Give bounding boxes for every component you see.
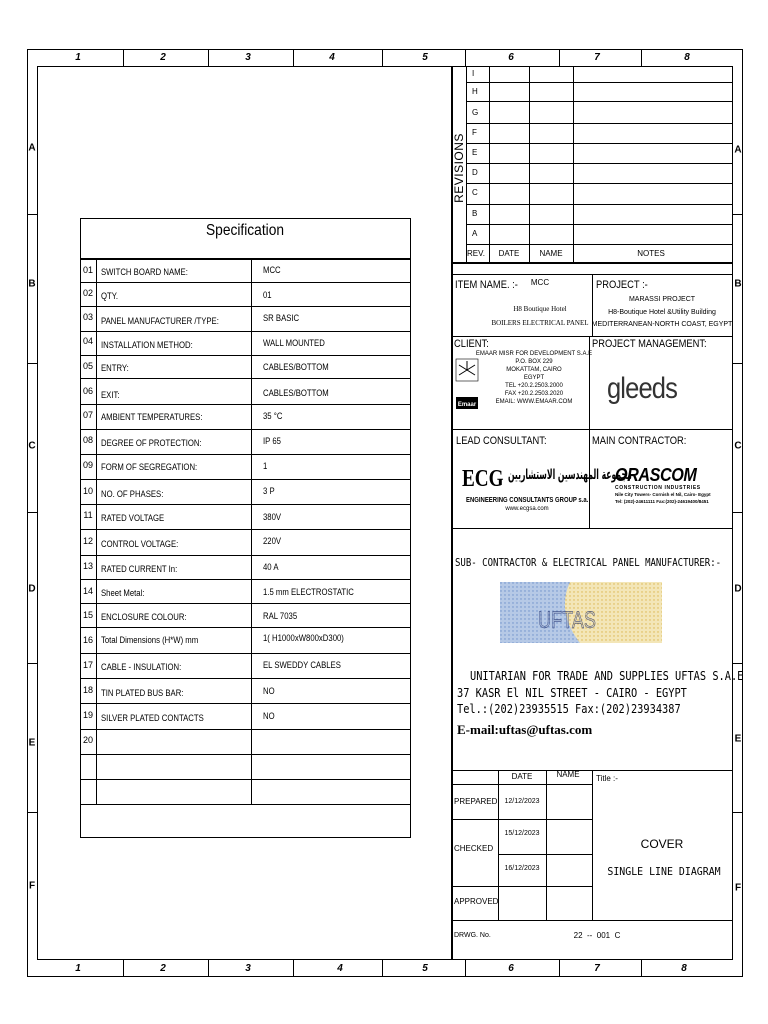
- spec-row-label: Total Dimensions (H*W) mm: [101, 635, 199, 645]
- spec-row-value: 220V: [263, 536, 282, 546]
- spec-row-number: 17: [82, 660, 94, 670]
- checked-date-1: 15/12/2023: [504, 830, 540, 837]
- client-logo-text: Emaar: [457, 402, 477, 408]
- item-line-1: H8 Boutique Hotel: [513, 305, 567, 313]
- ecg-name: ENGINEERING CONSULTANTS GROUP s.a.: [466, 497, 589, 504]
- spec-row-label: AMBIENT TEMPERATURES:: [101, 412, 203, 422]
- spec-row-number: 10: [82, 486, 94, 496]
- spec-row-label: SWITCH BOARD NAME:: [101, 267, 188, 277]
- client-address-line: EMAIL: WWW.EMAAR.COM: [495, 399, 573, 405]
- spec-row-number: 12: [82, 536, 94, 546]
- zone-col-6-top: 6: [508, 52, 514, 63]
- revision-letter: C: [472, 188, 478, 197]
- client-address-line: MOKATTAM, CAIRO: [506, 367, 562, 373]
- orascom-logo: ORASCOM: [615, 465, 697, 485]
- revision-letter: E: [472, 148, 478, 157]
- ecg-arabic-logo: مجموعة المهندسين الاستشاريين: [508, 467, 632, 483]
- spec-row-value: 380V: [263, 512, 282, 522]
- spec-row-number: 01: [82, 265, 94, 275]
- client-address-line: EMAAR MISR FOR DEVELOPMENT S.A.E: [475, 351, 593, 357]
- zone-col-8-top: 8: [684, 52, 690, 63]
- revision-header-notes: NOTES: [637, 249, 665, 258]
- zone-row-e-right: E: [734, 733, 742, 745]
- spec-row-label: INSTALLATION METHOD:: [101, 340, 193, 350]
- revision-letter: G: [472, 108, 479, 117]
- ecg-website: www.ecgsa.com: [505, 506, 549, 512]
- zone-row-a-right: A: [734, 144, 742, 156]
- zone-col-7-bottom: 7: [594, 963, 600, 974]
- project-line-3: MEDITERRANEAN-NORTH COAST, EGYPT: [591, 321, 733, 328]
- revision-letter: B: [472, 209, 478, 218]
- drawing-number: 22 -- 001 C: [573, 931, 621, 940]
- zone-row-e-left: E: [28, 737, 36, 749]
- zone-col-1-bottom: 1: [75, 963, 81, 974]
- drawing-title-line-2: SINGLE LINE DIAGRAM: [607, 865, 721, 878]
- revision-header-date: DATE: [498, 249, 520, 258]
- revisions-title: REVISIONS: [452, 133, 466, 203]
- spec-row-label: SILVER PLATED CONTACTS: [101, 713, 204, 723]
- uftas-email: E-mail:uftas@uftas.com: [457, 722, 593, 737]
- title-label: Title :-: [596, 774, 618, 783]
- project-line-1: MARASSI PROJECT: [628, 296, 696, 303]
- spec-row-value: 40 A: [263, 562, 279, 572]
- project-line-2: H8-Boutique Hotel &Utility Building: [608, 309, 716, 316]
- zone-row-f-left: F: [28, 880, 36, 892]
- ecg-logo: ECG: [462, 466, 504, 492]
- uftas-logo: [500, 582, 662, 643]
- lead-consultant-label: LEAD CONSULTANT:: [456, 435, 547, 447]
- title-block-date-header: DATE: [511, 772, 533, 781]
- client-address-line: P.O. BOX 229: [515, 359, 553, 365]
- zone-col-2-top: 2: [160, 52, 166, 63]
- spec-row-value: WALL MOUNTED: [263, 338, 325, 348]
- title-block-name-header: NAME: [556, 770, 580, 779]
- spec-row-label: RATED VOLTAGE: [101, 513, 165, 523]
- drawing-number-label: DRWG. No.: [454, 932, 491, 939]
- spec-row-number: 19: [82, 710, 94, 720]
- zone-col-5-top: 5: [422, 52, 428, 63]
- revision-letter: I: [472, 69, 475, 78]
- spec-row-value: 1.5 mm ELECTROSTATIC: [263, 587, 354, 597]
- spec-row-label: Sheet Metal:: [101, 588, 145, 598]
- revision-letter: D: [472, 168, 478, 177]
- spec-row-number: 03: [82, 312, 94, 322]
- uftas-logo-text: UFTAS: [538, 607, 596, 634]
- spec-row-value: NO: [263, 686, 275, 696]
- orascom-address-2: Tel: (202)-24611111 Fax:(202)-24619400/8451: [615, 499, 709, 504]
- zone-col-3-bottom: 3: [245, 963, 251, 974]
- spec-row-label: FORM OF SEGREGATION:: [101, 462, 198, 472]
- spec-row-value: IP 65: [263, 436, 281, 446]
- spec-row-label: CONTROL VOLTAGE:: [101, 539, 179, 549]
- project-management-label: PROJECT MANAGEMENT:: [592, 338, 707, 350]
- spec-row-value: 35 °C: [263, 411, 283, 421]
- revision-letter: A: [472, 229, 478, 238]
- spec-row-label: EXIT:: [101, 390, 120, 400]
- zone-col-7-top: 7: [594, 52, 600, 63]
- revision-header-name: NAME: [539, 249, 563, 258]
- spec-row-number: 02: [82, 288, 94, 298]
- spec-row-value: NO: [263, 711, 275, 721]
- zone-row-d-left: D: [28, 583, 36, 595]
- spec-row-label: PANEL MANUFACTURER /TYPE:: [101, 316, 219, 326]
- zone-row-b-right: B: [734, 278, 742, 290]
- client-address-line: EGYPT: [523, 375, 545, 381]
- zone-col-1-top: 1: [75, 52, 81, 63]
- zone-col-2-bottom: 2: [160, 963, 166, 974]
- spec-row-label: ENTRY:: [101, 363, 129, 373]
- client-address-line: FAX +20.2.2503.2020: [504, 391, 564, 397]
- spec-row-number: 16: [82, 635, 94, 645]
- spec-row-label: QTY.: [101, 291, 119, 301]
- spec-row-number: 04: [82, 336, 94, 346]
- orascom-subtitle: CONSTRUCTION INDUSTRIES: [615, 485, 701, 491]
- spec-row-number: 07: [82, 410, 94, 420]
- spec-row-number: 18: [82, 685, 94, 695]
- zone-row-d-right: D: [734, 583, 742, 595]
- spec-row-number: 15: [82, 610, 94, 620]
- spec-title: Specification: [205, 222, 285, 239]
- orascom-address-1: Nile City Towers- Cornish el Nil, Cairo- Egypt: [615, 492, 711, 497]
- uftas-phone: Tel.:(202)23935515 Fax:(202)23934387: [457, 702, 681, 716]
- revision-letter: H: [472, 87, 478, 96]
- zone-row-b-left: B: [28, 278, 36, 290]
- uftas-company: UNITARIAN FOR TRADE AND SUPPLIES UFTAS S.A.E: [470, 669, 744, 683]
- main-contractor-label: MAIN CONTRACTOR:: [592, 435, 687, 447]
- spec-row-label: TIN PLATED BUS BAR:: [101, 688, 184, 698]
- spec-row-number: 11: [83, 510, 93, 520]
- spec-row-value: CABLES/BOTTOM: [263, 362, 329, 372]
- gleeds-logo: gleeds: [606, 372, 678, 405]
- client-label: CLIENT:: [454, 338, 489, 350]
- checked-date-2: 16/12/2023: [504, 865, 540, 872]
- spec-row-label: CABLE - INSULATION:: [101, 662, 182, 672]
- spec-row-number: 06: [82, 386, 94, 396]
- item-line-2: BOILERS ELECTRICAL PANEL: [491, 319, 589, 327]
- spec-row-number: 09: [82, 460, 94, 470]
- spec-row-value: RAL 7035: [263, 611, 298, 621]
- zone-row-c-left: C: [28, 440, 36, 452]
- prepared-date: 12/12/2023: [504, 798, 540, 805]
- spec-row-value: MCC: [263, 265, 281, 275]
- spec-row-number: 08: [82, 435, 94, 445]
- uftas-address: 37 KASR El NIL STREET - CAIRO - EGYPT: [457, 686, 687, 700]
- zone-col-5-bottom: 5: [422, 963, 428, 974]
- specification-table: [80, 218, 411, 838]
- spec-row-number: 14: [82, 586, 94, 596]
- client-logo: [455, 357, 479, 409]
- checked-label: CHECKED: [454, 844, 494, 853]
- approved-label: APPROVED: [454, 897, 499, 906]
- drawing-title-line-1: COVER: [640, 837, 684, 851]
- zone-col-4-bottom: 4: [337, 963, 343, 974]
- spec-row-label: NO. OF PHASES:: [101, 489, 164, 499]
- spec-row-number: 05: [82, 361, 94, 371]
- spec-row-value: 1( H1000xW800xD300): [263, 633, 344, 643]
- spec-row-number: 13: [82, 561, 94, 571]
- item-code: MCC: [530, 278, 550, 287]
- zone-col-4-top: 4: [329, 52, 335, 63]
- sub-contractor-label: SUB- CONTRACTOR & ELECTRICAL PANEL MANUFACTURER:-: [455, 556, 722, 569]
- prepared-label: PREPARED: [454, 797, 498, 806]
- spec-row-value: 3 P: [263, 486, 275, 496]
- zone-row-f-right: F: [734, 882, 742, 894]
- revision-header-rev: REV.: [467, 249, 485, 258]
- zone-row-c-right: C: [734, 440, 742, 452]
- project-label: PROJECT :-: [596, 279, 648, 291]
- spec-row-value: EL SWEDDY CABLES: [263, 660, 341, 670]
- client-address-line: TEL +20.2.2503.2000: [505, 383, 563, 389]
- spec-row-value: 1: [263, 461, 268, 471]
- zone-row-a-left: A: [28, 142, 36, 154]
- spec-row-label: ENCLOSURE COLOUR:: [101, 612, 187, 622]
- spec-row-value: CABLES/BOTTOM: [263, 388, 329, 398]
- spec-row-value: 01: [263, 290, 272, 300]
- spec-row-label: DEGREE OF PROTECTION:: [101, 438, 202, 448]
- zone-col-6-bottom: 6: [508, 963, 514, 974]
- spec-row-number: 20: [82, 735, 94, 745]
- zone-col-3-top: 3: [245, 52, 251, 63]
- zone-col-8-bottom: 8: [681, 963, 687, 974]
- spec-row-value: SR BASIC: [263, 313, 300, 323]
- revision-letter: F: [472, 128, 477, 137]
- spec-row-label: RATED CURRENT In:: [101, 564, 178, 574]
- item-name-label: ITEM NAME. :-: [455, 279, 518, 291]
